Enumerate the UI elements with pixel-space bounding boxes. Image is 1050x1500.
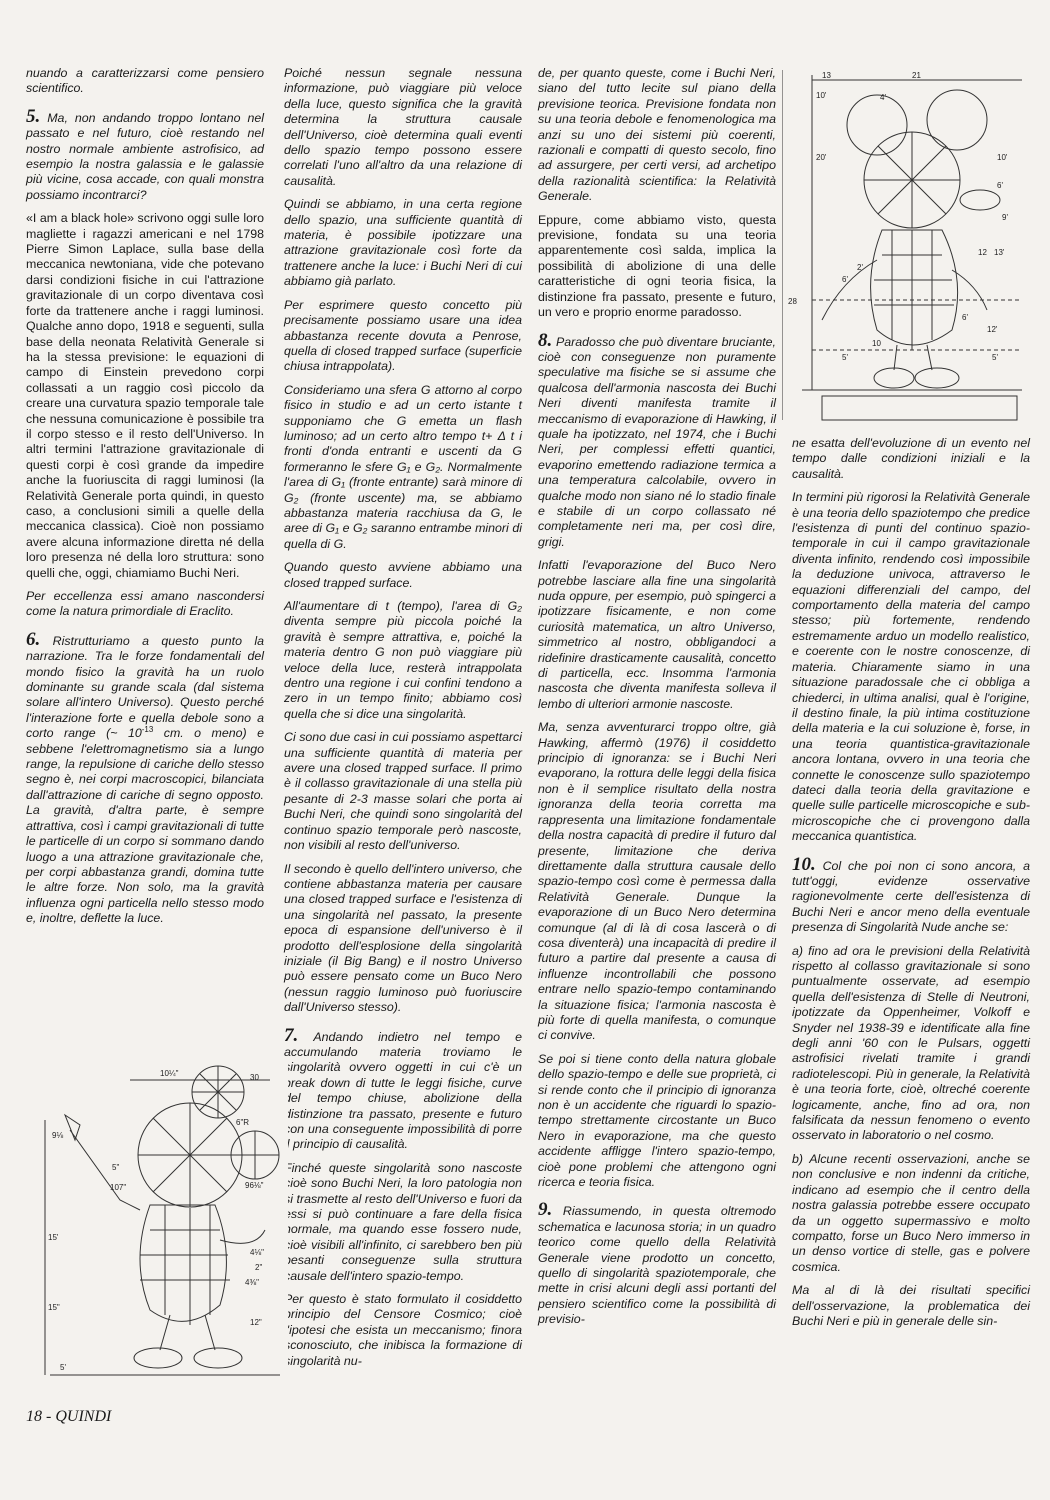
column-2: [284, 66, 522, 1377]
paragraph: Eppure, come abbiamo visto, questa previsione, fondata su una teoria apparentemente così salda, implica la possibilità di abolizione di una delle caratteristiche di ogni teoria fisica, la distinzione fra passato, presente e futuro, un vero e proprio enorme paradosso.: [538, 212, 776, 320]
body: [871, 230, 958, 345]
nose: [960, 190, 1000, 210]
section-7: [284, 1024, 522, 1153]
dim-label: 6': [842, 275, 848, 284]
paragraph: Quindi se abbiamo, in una certa regione dello spazio, una sufficiente quantità di materia, è possibile ipotizzare una attrazione gravitazionale così forte da trattenere anche la luce: i Buchi Neri di cui abbiamo già parlato.: [284, 197, 522, 289]
dim-label: 15": [48, 1303, 60, 1312]
dim-label: 4': [880, 93, 886, 102]
paragraph: Ristrutturiamo a questo punto la narrazione. Tra le forze fondamentali del mondo fisico la gravità ha un ruolo dominante su grande scala (dal sistema solare all'intero Universo). Questo perché l'interazione forte e quella debole sono a corto range (~ 10: [26, 633, 264, 741]
dim-label: 6': [962, 313, 968, 322]
dim-label: 15': [48, 1233, 59, 1242]
dim-label: 30: [250, 1073, 259, 1082]
dim-label: 9': [1002, 213, 1008, 222]
dim-label: 28: [788, 297, 797, 306]
dim-label: 13': [994, 248, 1005, 257]
base: [822, 396, 1017, 420]
legs: [160, 1315, 215, 1350]
foot-right: [194, 1348, 242, 1368]
body-grid: [140, 1205, 230, 1325]
paragraph: ne esatta dell'evoluzione di un evento nel tempo dalle condizioni iniziali e la causalità.: [792, 436, 1030, 481]
dim-label: 12': [987, 325, 998, 334]
dim-label: 5': [992, 353, 998, 362]
body: [140, 1205, 226, 1321]
dim-label: 20': [816, 153, 827, 162]
paragraph: Ma al di là dei risultati specifici dell'osservazione, la problematica dei Buchi Neri e più in generale delle sin-: [792, 1283, 1030, 1328]
dim-label: 10': [816, 91, 827, 100]
column-4: [792, 436, 1030, 1337]
arm-left: [822, 260, 877, 320]
dim-label: 5': [842, 353, 848, 362]
paragraph: Il secondo è quello dell'intero universo, che contiene abbastanza materia per causare una closed trapped surface e l'esistenza di una singolarità nel passato, la presente epoca di espansione dell'universo è il prodotto dell'esplosione della singolarità iniziale (il Big Bang) e il nostro Universo può essere pensato come un Buco Nero (nessun raggio luminoso può fuoriuscire dall'Universo stesso).: [284, 861, 522, 1015]
dim-label: 5": [112, 1163, 120, 1172]
paragraph: Per eccellenza essi amano nascondersi come la natura primordiale di Eraclito.: [26, 589, 264, 619]
paragraph: Col che poi non ci sono ancora, a tutt'oggi, evidenze osservative ragionevolmente certe dell'esistenza di Buchi Neri e ancor meno della eventuale presenza di Singolarità Nude anche se:: [792, 858, 1030, 935]
head-grid: [864, 132, 960, 228]
dim-label: 96⅛": [245, 1181, 264, 1190]
paragraph: Riassumendo, in questa oltremodo schematica e lacunosa storia; in un quadro teorico come quello della Relatività Generale viene prodotto un concetto, quello di singolarità spaziotemporale, che mette in crisi alcuni degli assi portanti del pensiero scientifico come la possibilità di previsio-: [538, 1204, 776, 1327]
column-1: [26, 66, 264, 935]
dim-label: 2": [255, 1263, 263, 1272]
dim-label: 6': [997, 181, 1003, 190]
paragraph: b) Alcune recenti osservazioni, anche se non conclusive e non indenni da critiche, indicano ad esempio che il centro della nostra galassia potrebbe essere occupato da un oggetto supermassivo e molto compatto, forse un Buco Nero immerso in un denso vortice di stelle, gas e polvere cosmica.: [792, 1151, 1030, 1274]
section-number: 9.: [538, 1199, 553, 1221]
paragraph: Finché queste singolarità sono nascoste cioè sono Buchi Neri, la loro patologia non si trasmette al resto dell'Universo e fuori da essi si può continuare a fare della fisica normale, ma quando esse fossero nude, cioè visibili all'infinito, ci sarebbero ben più pesanti conseguenze sulla struttura causale dell'intero spazio-tempo.: [284, 1160, 522, 1283]
dim-label: 9⅛: [52, 1131, 64, 1140]
dim-label: 10¼": [160, 1069, 179, 1078]
section-5: [26, 105, 264, 203]
page-folio: 18 - QUINDI: [26, 1408, 112, 1425]
section-6: [26, 628, 264, 927]
section-number: 8.: [538, 329, 553, 351]
blueprint-figure-bottom: [40, 1060, 288, 1382]
foot-left: [134, 1348, 182, 1368]
ear-right: [927, 90, 987, 150]
paragraph: Per questo è stato formulato il cosiddetto principio del Censore Cosmico; cioè l'ipotesi che esista un meccanismo; finora sconosciuto, che inibisca la formazione di singolarità nu-: [284, 1292, 522, 1368]
paragraph: Per esprimere questo concetto più precisamente possiamo usare una idea abbastanza recente dovuta a Penrose, quella di closed trapped surface (superficie chiusa intrappolata).: [284, 297, 522, 374]
paragraph: cm. o meno) e sebbene l'elettromagnetismo sia a lungo range, la repulsione di cariche dello stesso segno è, nei corpi macroscopici, bilanciata dall'attrazione di cariche di segno opposto. La gravità, d'altra parte, è sempre attrattiva, così i campi gravitazionali di tutte le particelle di un corpo si sommano dando luogo a una attrazione gravitazionale che, per corpi abbastanza grandi, domina tutte le altre forze. Non solo, ma la gravità influenza ogni particella nello stesso modo e, inoltre, deflette la luce.: [26, 726, 264, 926]
foot-right: [915, 368, 959, 388]
foot-left: [874, 368, 914, 388]
tail: [220, 1230, 265, 1243]
dim-label: 107": [110, 1183, 127, 1192]
paragraph: Infatti l'evaporazione del Buco Nero potrebbe lasciare alla fine una singolarità nuda oppure, per esempio, può spingerci a ipotizzare fisicamente, e non come curiosità matematica, un altro Universo, simmetrico al nostro, obbligandoci a ridefinire drasticamente causalità, concetto di particella, ecc. Insomma l'armonia nascosta che diventa manifesta solleva il lembo di ulteriori armonie nascoste.: [538, 558, 776, 711]
arm: [70, 1130, 140, 1210]
paragraph: Quando questo avviene abbiamo una closed trapped surface.: [284, 560, 522, 590]
ear-left: [847, 95, 907, 155]
legs: [894, 345, 932, 370]
section-number: 7.: [284, 1024, 299, 1046]
paragraph: Andando indietro nel tempo e accumulando materia troviamo le singolarità ovvero oggetti in cui c'è un break down di tutte le leggi fisiche, curve del tempo chiuse, abolizione della distinzione tra passato, presente e futuro con una conseguente impossibilità di porre il principio di causalità.: [284, 1029, 522, 1152]
paragraph: Poiché nessun segnale nessuna informazione, può viaggiare più veloce della luce, questo significa che la gravità determina la struttura causale dell'Universo, cioè determina quali eventi dello spazio tempo possono essere correlati l'uno all'altro da una relazione di causalità.: [284, 66, 522, 188]
dim-label: 4⅛": [250, 1248, 264, 1257]
section-9: [538, 1199, 776, 1327]
exponent: -13: [141, 725, 154, 735]
paragraph: Ma, senza avventurarci troppo oltre, già Hawking, affermò (1976) il cosiddetto principio di ignoranza: se i Buchi Neri evaporano, la rottura delle leggi della fisica non è il semplice risultato della nostra ignoranza della teoria corretta ma rappresenta una limitazione fondamentale della nostra capacità di predire il futuro dal presente, limitazione che deriva direttamente dalla struttura causale dello spazio-tempo così come è permessa dalla Relatività Generale. Dunque la evaporazione di un Buco Nero determina comunque (al di là di cosa lascerà o di cosa diventerà) una incapacità di predire il futuro a partire dal presente a causa di influenze incontrollabili che possono entrare nello spazio-tempo contaminando la situazione fisica; l'armonia nascosta è più forte di quella manifesta, o comunque ci convive.: [538, 720, 776, 1043]
section-number: 5.: [26, 105, 41, 127]
blueprint-figure-top: [782, 70, 1032, 425]
dim-label: 4⅜": [245, 1278, 259, 1287]
section-10: [792, 853, 1030, 936]
dim-label: 13: [822, 71, 831, 80]
section-number: 6.: [26, 628, 41, 650]
dim-label: 6"R: [236, 1118, 250, 1127]
column-3: [538, 66, 776, 1336]
section-number: 10.: [792, 853, 816, 875]
dim-label: 21: [912, 71, 921, 80]
paragraph: Paradosso che può diventare bruciante, cioè con conseguenze non puramente speculative ma fisiche se si assume che qualcosa dell'armonia nascosta dei Buchi Neri diventi manifesta tramite il meccanismo di evaporazione di Hawking, il quale ha ipotizzato, nel 1974, che i Buchi Neri, per complessi effetti quantici, evaporino emettendo radiazione termica a una temperatura calcolabile, ovvero in qualche modo non siano né lo stadio finale e stabile di un corpo collassato né completamente neri ma, per così dire, grigi.: [538, 334, 776, 549]
paragraph: nuando a caratterizzarsi come pensiero scientifico.: [26, 66, 264, 96]
paragraph: de, per quanto queste, come i Buchi Neri, siano del tutto lecite sul piano della previsione teorica. Previsione fondata non su una teoria debole e fenomenologica ma anzi su uno dei sistemi più coerenti, razionali e compatti di questo secolo, fino ad assurgere, per certi versi, ad archetipo della razionalità scientifica: la Relatività Generale.: [538, 66, 776, 204]
paragraph: Se poi si tiene conto della natura globale dello spazio-tempo e delle sue proprietà, ci si rende conto che il principio di ignoranza non è un accidente che riguardi lo spazio-tempo strettamente circostante un Buco Nero in evaporazione, ma che questo accidente affligge l'intero spazio-tempo, cioè pone problemi che attengono ogni ricerca e teoria fisica.: [538, 1051, 776, 1190]
paragraph: Consideriamo una sfera G attorno al corpo fisico in studio e ad un certo istante t supponiamo che G emetta un flash luminoso; ad un certo altro tempo t+ Δ t i fronti d'onda entranti e uscenti da G formeranno le sfere G₁ e G₂. Normalmente l'area di G₁ (fronte entrante) sarà minore di G₂ (fronte uscente) ma, se abbiamo abbastanza materia racchiusa da G, le aree di G₁ e G₂ saranno entrambe minori di quella di G.: [284, 382, 522, 551]
dim-label: 10': [997, 153, 1008, 162]
dim-label: 10: [872, 339, 881, 348]
head-grid: [138, 1103, 242, 1207]
section-8: [538, 329, 776, 551]
paragraph: All'aumentare di t (tempo), l'area di G₂ diventa sempre più piccola poiché la gravità è sempre attrattiva, e, poiché la materia dentro G non può viaggiare più veloce della luce, resterà intrappolata dentro una regione i cui confini tendono a zero in un tempo finito; abbiamo così quella che si dice una singolarità.: [284, 599, 522, 721]
paragraph: Ma, non andando troppo lontano nel passato e nel futuro, cioè restando nel nostro normale ambiente astrofisico, ad esempio la nostra galassia e le galassie più vicine, cosa accade, con quali monstra possiamo incontrarci?: [26, 110, 264, 202]
paragraph: In termini più rigorosi la Relatività Generale è una teoria dello spaziotempo che predice l'esistenza di punti del continuo spazio-temporale in cui il campo gravitazionale diventa infinito, rendendo così impossibile la deduzione univoca, attraverso le equazioni differenziali del campo, del comportamento della materia del campo stesso; più fortemente, rendendo estremamente arduo un modello realistico, e coerente con le nostre conoscenze, di materia. Chiaramente siamo in una situazione paradossale che ci obbliga a chiederci, in ultima analisi, qual è l'origine, il destino finale, la più intima costituzione della materia e la cui soluzione è, forse, in una teoria quantistica-gravitazionale ancora lontana, ovvero in una teoria che connette le conoscenze sullo spaziotempo dateci dalla teoria della gravitazione e quelle sulle particelle microscopiche e sub-microscopiche che ci provengono dalla meccanica quantistica.: [792, 490, 1030, 844]
paragraph: «I am a black hole» scrivono oggi sulle loro magliette i ragazzi americani e nel 1798 Pierre Simon Laplace, sulla base della meccanica newtoniana, vide che potevano darsi condizioni fisiche in cui l'attrazione gravitazionale di un corpo diventava così forte da trattenere anche i raggi luminosi. Qualche anno dopo, 1918 e seguenti, sulla base della neonata Relatività Generale si ha la stessa previsione: le equazioni di campo di Einstein prevedono corpi collassati a un raggio così piccolo da creare una curvatura spazio temporale tale che nessuna comunicazione è possibile tra il corpo stesso e il resto dell'Universo. In altri termini l'attrazione gravitazionale di questi corpi è così grande da impedire anche la fuoriuscita di raggi luminosi (la Relatività Generale porta quindi, in questo caso, a conclusioni simili a quelle della meccanica classica). Cioè non possiamo avere alcuna informazione diretta né della loro presenza né della loro struttura: sono quelli che, oggi, chiamiamo Buchi Neri.: [26, 211, 264, 580]
dim-label: 12: [978, 248, 987, 257]
paragraph: Ci sono due casi in cui possiamo aspettarci una sufficiente quantità di materia per avere una closed trapped surface. Il primo è il collasso gravitazionale di una stella più pesante di 2-3 masse solari che porta ai Buchi Neri, che quindi sono singolarità del continuo spazio temporale però nascoste, non visibili al resto dell'universo.: [284, 730, 522, 853]
dim-label: 12": [250, 1318, 262, 1327]
paragraph: a) fino ad ora le previsioni della Relatività rispetto al collasso gravitazionale si sono puntualmente osservate, ad esempio quella dell'esistenza di Stelle di Neutroni, ipotizzate da Oppenheimer, Volkoff e Snyder nel 1938-39 e identificate alla fine degli anni '60 con le Pulsars, oggetti astrofisici rivelati tramite i grandi radiotelescopi. Più in generale, la Relatività è una teoria forte, cioè, oltreché coerente logicamente, anche, fino ad ora, non falsificata da nessun fenomeno o evento osservato in laboratorio o nel cosmo.: [792, 943, 1030, 1143]
body-grid: [874, 230, 954, 350]
dim-label: 5': [60, 1363, 66, 1372]
hand: [65, 1115, 80, 1140]
dim-label: 2': [857, 263, 863, 272]
